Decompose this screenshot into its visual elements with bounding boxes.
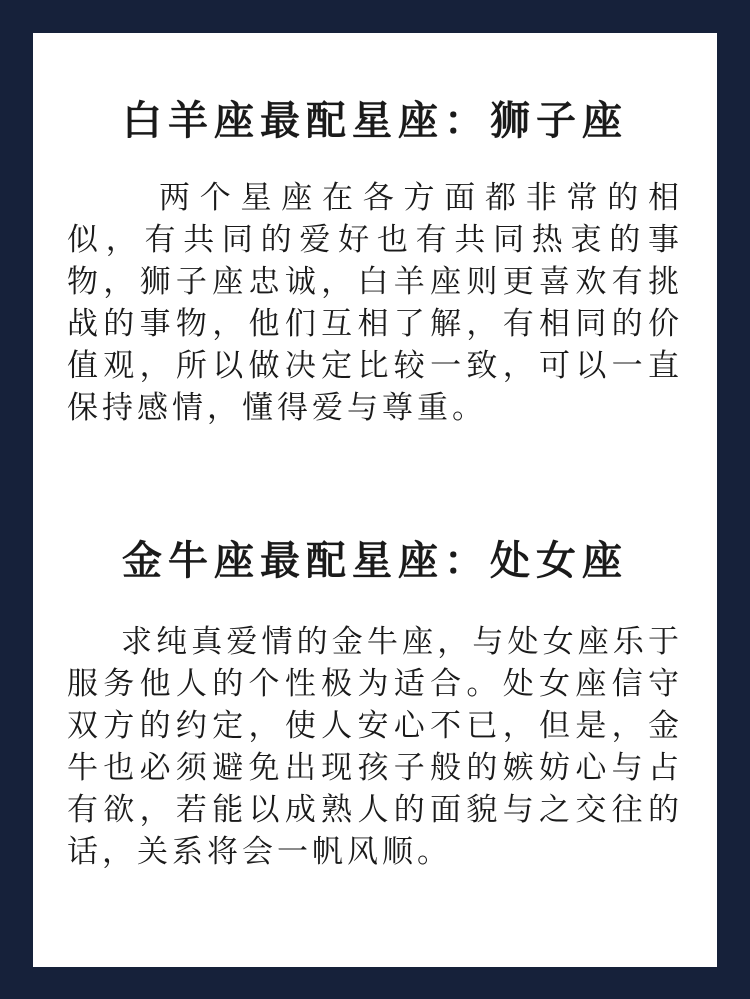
section-taurus — [33, 531, 717, 873]
content-card — [33, 33, 717, 967]
section-paragraph: 两个星座在各方面都非常的相似，有共同的爱好也有共同热衷的事物，狮子座忠诚，白羊座则更喜欢有挑战的事物，他们互相了解，有相同的价值观，所以做决定比较一致，可以一直保持感情，懂得爱与尊重。 — [67, 180, 683, 426]
section-heading: 白羊座最配星座：狮子座 — [122, 98, 628, 144]
section-heading: 金牛座最配星座：处女座 — [122, 538, 628, 584]
section-aries — [33, 91, 717, 429]
section-paragraph: 求纯真爱情的金牛座，与处女座乐于服务他人的个性极为适合。处女座信守双方的约定，使人安心不已，但是，金牛也必须避免出现孩子般的嫉妨心与占有欲，若能以成熟人的面貌与之交往的话，关系将会一帆风顺。 — [67, 624, 683, 870]
